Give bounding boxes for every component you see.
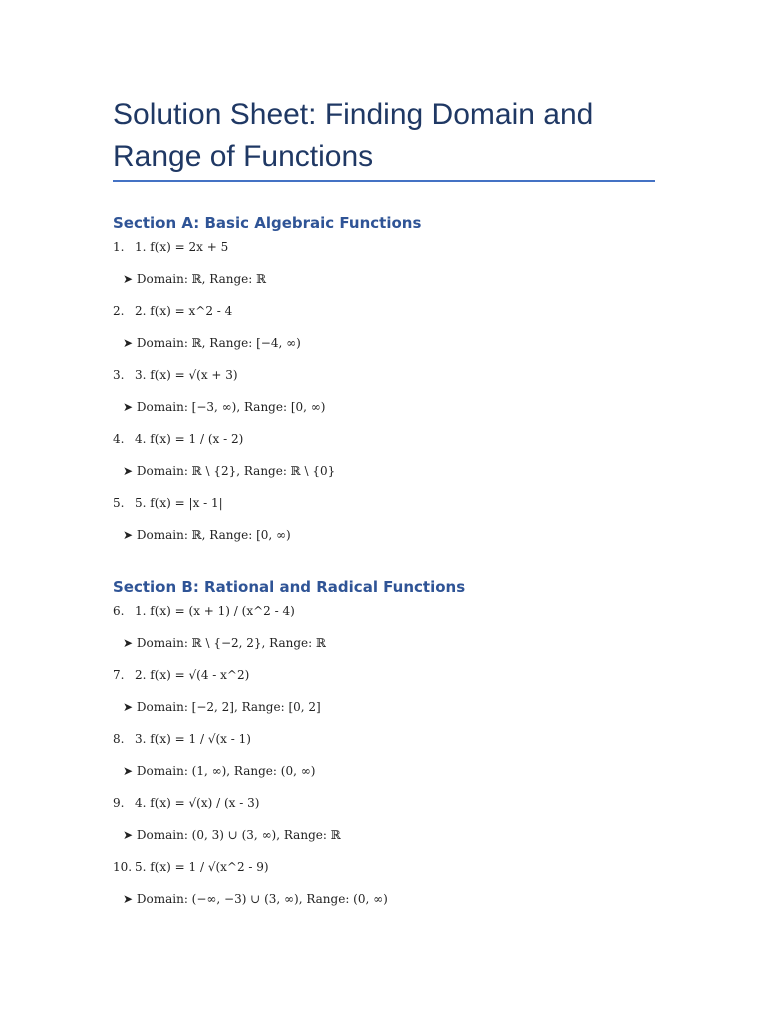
item-problem: 1. f(x) = 2x + 5 <box>135 240 229 254</box>
list-item <box>113 367 238 383</box>
item-number: 9. <box>113 796 125 810</box>
list-item <box>113 731 251 747</box>
item-number: 1. <box>113 240 125 254</box>
item-problem: 2. f(x) = x^2 - 4 <box>135 304 233 318</box>
section-a-heading: Section A: Basic Algebraic Functions <box>113 214 422 232</box>
list-item <box>113 239 228 255</box>
item-answer: ➤ Domain: ℝ, Range: ℝ <box>123 272 267 286</box>
item-answer: ➤ Domain: [−3, ∞), Range: [0, ∞) <box>123 400 326 414</box>
item-number: 6. <box>113 604 125 618</box>
item-answer: ➤ Domain: ℝ, Range: [0, ∞) <box>123 528 291 542</box>
item-number: 3. <box>113 368 125 382</box>
list-item <box>113 603 295 619</box>
list-item <box>113 303 232 319</box>
list-item <box>113 495 223 511</box>
item-answer: ➤ Domain: (0, 3) ∪ (3, ∞), Range: ℝ <box>123 828 341 842</box>
item-problem: 5. f(x) = 1 / √(x^2 - 9) <box>135 860 269 874</box>
item-answer: ➤ Domain: [−2, 2], Range: [0, 2] <box>123 700 321 714</box>
item-number: 10. <box>113 860 133 874</box>
item-number: 4. <box>113 432 125 446</box>
item-problem: 3. f(x) = √(x + 3) <box>135 368 238 382</box>
list-item <box>113 795 259 811</box>
item-answer: ➤ Domain: ℝ \ {−2, 2}, Range: ℝ <box>123 636 326 650</box>
section-b-heading: Section B: Rational and Radical Functions <box>113 578 466 596</box>
item-problem: 2. f(x) = √(4 - x^2) <box>135 668 250 682</box>
title-underline <box>113 180 655 182</box>
item-problem: 4. f(x) = √(x) / (x - 3) <box>135 796 260 810</box>
item-problem: 5. f(x) = |x - 1| <box>135 496 223 510</box>
item-answer: ➤ Domain: (−∞, −3) ∪ (3, ∞), Range: (0, ∞) <box>123 892 388 906</box>
item-answer: ➤ Domain: (1, ∞), Range: (0, ∞) <box>123 764 316 778</box>
item-answer: ➤ Domain: ℝ \ {2}, Range: ℝ \ {0} <box>123 464 336 478</box>
item-number: 7. <box>113 668 125 682</box>
page-title: Solution Sheet: Finding Domain and Range of Functions <box>113 98 594 173</box>
list-item <box>113 859 269 875</box>
item-problem: 4. f(x) = 1 / (x - 2) <box>135 432 244 446</box>
list-item <box>113 667 249 683</box>
list-item <box>113 431 243 447</box>
item-problem: 1. f(x) = (x + 1) / (x^2 - 4) <box>135 604 295 618</box>
item-number: 8. <box>113 732 125 746</box>
item-number: 5. <box>113 496 125 510</box>
item-problem: 3. f(x) = 1 / √(x - 1) <box>135 732 251 746</box>
item-number: 2. <box>113 304 125 318</box>
item-answer: ➤ Domain: ℝ, Range: [−4, ∞) <box>123 336 301 350</box>
